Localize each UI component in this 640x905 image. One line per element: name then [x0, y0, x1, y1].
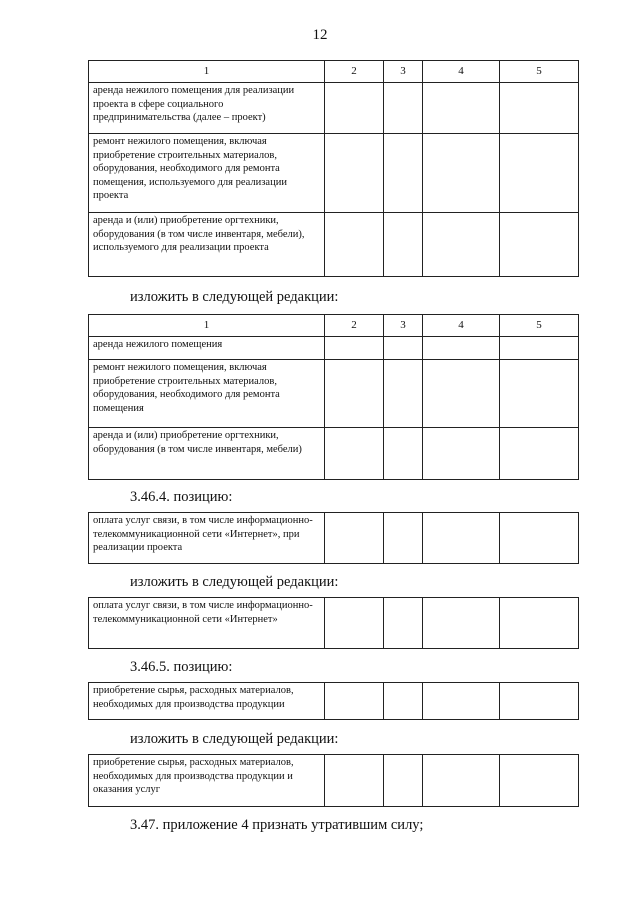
table-header-row: [89, 61, 579, 83]
table-row: [89, 428, 579, 480]
amend-instruction-3: изложить в следующей редакции:: [130, 731, 339, 747]
row-label: аренда нежилого помещения для реализации проекта в сфере социального предпринимательства (далее – проект): [89, 83, 325, 134]
table-header-row: [89, 315, 579, 337]
position-3-46-5: 3.46.5. позицию:: [130, 659, 233, 675]
row-label: приобретение сырья, расходных материалов, необходимых для производства продукции: [89, 683, 325, 720]
table-row: [89, 213, 579, 277]
amend-instruction-2: изложить в следующей редакции:: [130, 574, 339, 590]
row-label: ремонт нежилого помещения, включая приобретение строительных материалов, оборудования, необходимого для ремонта помещения: [89, 360, 325, 428]
table-amended-3: [88, 754, 579, 807]
table-original-2: [88, 512, 579, 564]
table-row: [89, 337, 579, 360]
header-col-1: 1: [89, 315, 325, 337]
table-row: [89, 755, 579, 807]
table-amended-1: [88, 314, 579, 480]
table-row: [89, 513, 579, 564]
amend-instruction-1: изложить в следующей редакции:: [130, 289, 339, 305]
table-amended-2: [88, 597, 579, 649]
table-row: [89, 360, 579, 428]
position-3-46-4: 3.46.4. позицию:: [130, 489, 233, 505]
table-row: [89, 683, 579, 720]
row-label: оплата услуг связи, в том числе информационно-телекоммуникационной сети «Интернет»: [89, 598, 325, 649]
header-col-2: 2: [325, 315, 384, 337]
row-label: ремонт нежилого помещения, включая приобретение строительных материалов, оборудования, необходимого для ремонта помещения, используемого для реализации проекта: [89, 134, 325, 213]
header-col-5: 5: [500, 315, 579, 337]
header-col-5: 5: [500, 61, 579, 83]
header-col-4: 4: [423, 315, 500, 337]
section-3-47: 3.47. приложение 4 признать утратившим силу;: [130, 817, 424, 833]
row-label: аренда нежилого помещения: [89, 337, 325, 360]
row-label: аренда и (или) приобретение оргтехники, оборудования (в том числе инвентаря, мебели), используемого для реализации проекта: [89, 213, 325, 277]
table-original-1: [88, 60, 579, 277]
header-col-2: 2: [325, 61, 384, 83]
row-label: аренда и (или) приобретение оргтехники, оборудования (в том числе инвентаря, мебели): [89, 428, 325, 480]
page-number: 12: [312, 27, 328, 43]
header-col-3: 3: [384, 61, 423, 83]
table-row: [89, 598, 579, 649]
table-row: [89, 83, 579, 134]
header-col-1: 1: [89, 61, 325, 83]
table-original-3: [88, 682, 579, 720]
header-col-3: 3: [384, 315, 423, 337]
table-row: [89, 134, 579, 213]
header-col-4: 4: [423, 61, 500, 83]
row-label: оплата услуг связи, в том числе информационно-телекоммуникационной сети «Интернет», при реализации проекта: [89, 513, 325, 564]
row-label: приобретение сырья, расходных материалов, необходимых для производства продукции и оказания услуг: [89, 755, 325, 807]
